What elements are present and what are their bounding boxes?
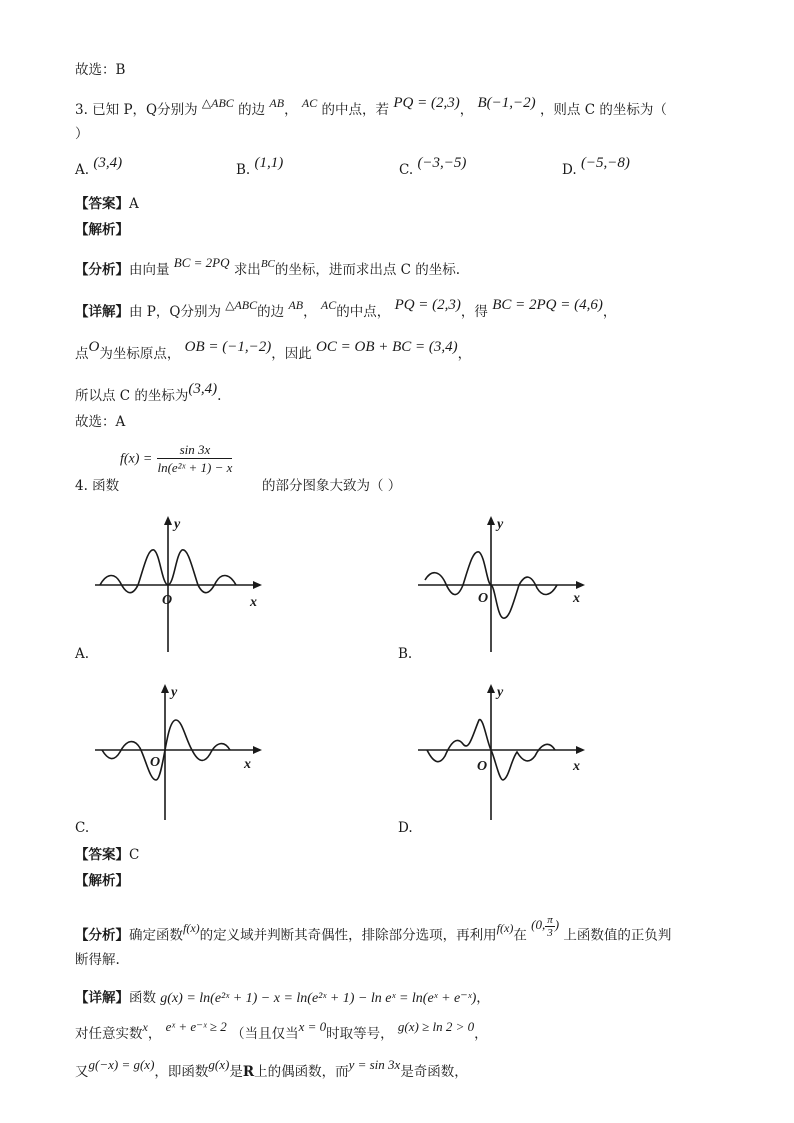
detail-text: ，	[147, 1026, 162, 1042]
detail-text: ，因此	[271, 346, 312, 362]
detail-text: 上的偶函数，而	[254, 1064, 349, 1080]
detail-text: ，	[602, 304, 617, 320]
detail-math: x	[142, 1020, 148, 1034]
option-value: (−3,−5)	[417, 155, 467, 171]
x-arrow	[576, 746, 585, 754]
detail-text: （当且仅当	[231, 1026, 299, 1042]
x-label: x	[250, 595, 257, 610]
fenxi-label: 【分析】	[75, 927, 129, 944]
graph-b-label: B.	[398, 646, 413, 662]
fenxi-text: 由向量	[129, 262, 170, 278]
option-value: (3,4)	[93, 155, 123, 171]
answer-label: 【答案】	[75, 196, 129, 212]
fenxi-math: BC	[260, 258, 275, 270]
graph-c-label: C.	[75, 820, 90, 836]
q4-xiangjie-line3	[75, 1057, 468, 1082]
q3-fenxi	[75, 255, 461, 281]
origin-label: O	[150, 755, 161, 770]
q4-stem-a: 4. 函数	[75, 478, 120, 494]
fenxi-text: 确定函数	[129, 927, 183, 944]
detail-text: ，	[457, 346, 472, 362]
fenxi-label: 【分析】	[75, 262, 129, 278]
option-letter: A.	[75, 162, 90, 178]
detail-math: AB	[288, 298, 304, 312]
x-label: x	[573, 759, 580, 774]
q3-triangle: △ABC	[201, 96, 234, 110]
detail-text: 所以点 C 的坐标为	[75, 388, 189, 404]
function-lhs: f(x) =	[120, 451, 153, 467]
q3-ab: AB	[269, 96, 285, 110]
q4-fenxi-line2: 断得解.	[75, 952, 120, 968]
answer-value: C	[129, 847, 140, 863]
q4-stem	[75, 476, 119, 496]
xiangjie-label: 【详解】	[75, 990, 129, 1006]
q4-stem-b: 的部分图象大致为（ ）	[262, 478, 402, 494]
q3-choice: 故选：A	[75, 414, 126, 430]
detail-math: g(−x) = g(x)	[88, 1057, 155, 1072]
graph-a	[92, 512, 272, 657]
fenxi-math: f(x)	[496, 921, 514, 936]
y-arrow	[487, 516, 495, 525]
fenxi-text: 求出	[233, 262, 261, 278]
x-label: x	[244, 757, 251, 772]
q4-xiangjie-line2	[75, 1019, 488, 1044]
detail-text: 的边	[257, 304, 285, 320]
detail-text: 由 P，Q分别为	[129, 304, 221, 320]
q3-option-d	[562, 155, 630, 179]
detail-math: AC	[320, 298, 337, 312]
q3-stem	[75, 95, 667, 120]
detail-math: OB = (−1,−2)	[184, 339, 272, 355]
y-label: y	[171, 685, 178, 700]
q4-analysis-label: 【解析】	[75, 873, 129, 889]
three: 3	[547, 927, 553, 939]
q3-comma1: ，	[284, 102, 298, 118]
detail-text: ，	[303, 304, 317, 320]
q4-function	[120, 442, 232, 477]
option-letter: C.	[399, 162, 414, 178]
option-value: (−5,−8)	[580, 155, 630, 171]
q3-stem-d: ，则点 C 的坐标为（	[539, 102, 667, 118]
origin-label: O	[162, 593, 173, 608]
detail-text: 函数	[129, 990, 156, 1006]
graph-d-label: D.	[398, 820, 413, 836]
detail-text: 是奇函数，	[400, 1064, 468, 1080]
option-letter: D.	[562, 162, 577, 178]
xiangjie-label: 【详解】	[75, 304, 129, 320]
origin-label: O	[478, 591, 489, 606]
fenxi-text: 上函数值的正负判	[563, 927, 672, 944]
detail-math: (3,4)	[188, 381, 218, 397]
option-value: (1,1)	[254, 155, 284, 171]
fenxi-math: f(x)	[183, 921, 200, 936]
detail-text: 的中点，	[336, 304, 391, 320]
fenxi-text: 在	[513, 927, 527, 944]
detail-math: y = sin 3x	[348, 1057, 401, 1072]
detail-math: eˣ + e⁻ˣ ≥ 2	[165, 1019, 227, 1034]
detail-text: 点	[75, 346, 89, 362]
y-arrow	[164, 516, 172, 525]
detail-text: 对任意实数	[75, 1026, 143, 1042]
fenxi-interval	[531, 914, 560, 939]
x-arrow	[253, 581, 262, 589]
q3-comma2: ，	[459, 102, 474, 118]
detail-math: OC = OB + BC = (3,4)	[316, 339, 458, 355]
q3-xiangjie-line2	[75, 339, 472, 364]
q4-answer	[75, 845, 139, 865]
answer-value: A	[129, 196, 139, 212]
answer-label: 【答案】	[75, 847, 129, 863]
detail-math: g(x) ≥ ln 2 > 0	[397, 1019, 475, 1034]
y-arrow	[487, 684, 495, 693]
option-letter: B.	[236, 162, 251, 178]
detail-text: .	[217, 388, 222, 404]
fraction-numerator: sin 3x	[157, 442, 232, 459]
detail-text: 为坐标原点，	[99, 346, 181, 362]
graph-d	[415, 680, 595, 825]
fenxi-text: 的坐标，进而求出点 C 的坐标.	[274, 262, 461, 278]
real-numbers-symbol: R	[242, 1064, 255, 1080]
q3-ac: AC	[301, 96, 318, 110]
detail-text: ，	[474, 1026, 488, 1042]
q3-analysis-label: 【解析】	[75, 222, 129, 238]
graph-a-label: A.	[75, 646, 90, 662]
interval-close: )	[554, 917, 560, 933]
q3-answer	[75, 194, 139, 214]
q3-stem-b: 的边	[238, 102, 266, 118]
q3-xiangjie-line1	[75, 297, 617, 322]
q3-option-b	[236, 155, 284, 179]
previous-choice: 故选：B	[75, 62, 126, 78]
detail-text: ，即函数	[154, 1064, 209, 1080]
fenxi-math: BC = 2PQ	[173, 255, 230, 270]
origin-label: O	[477, 759, 488, 774]
graph-c	[92, 680, 272, 825]
y-arrow	[161, 684, 169, 693]
y-label: y	[497, 517, 504, 532]
detail-math: g(x)	[208, 1057, 230, 1072]
fraction-denominator: ln(e²ˣ + 1) − x	[157, 460, 233, 475]
detail-text: 时取等号，	[326, 1026, 394, 1042]
detail-text: ，得	[460, 304, 488, 320]
q3-point-b: B(−1,−2)	[477, 95, 536, 111]
detail-text: 是	[229, 1064, 243, 1080]
x-arrow	[576, 581, 585, 589]
q3-stem-c: 的中点，若	[321, 102, 390, 118]
q3-stem-a: 3. 已知 P，Q分别为	[75, 102, 198, 118]
detail-math: g(x) = ln(e²ˣ + 1) − x = ln(e²ˣ + 1) − ln eˣ = ln(eˣ + e⁻ˣ)	[160, 991, 477, 1006]
y-label: y	[174, 517, 181, 532]
pi-over-three	[545, 914, 555, 939]
function-fraction	[157, 442, 232, 477]
detail-math: PQ = (2,3)	[394, 297, 461, 313]
q3-stem-close: ）	[75, 126, 89, 142]
q3-option-a	[75, 155, 123, 179]
fenxi-text: 的定义域并判断其奇偶性，排除部分选项，再利用	[199, 927, 497, 944]
detail-math: O	[88, 339, 100, 355]
x-label: x	[573, 591, 580, 606]
q4-fenxi-line1	[75, 914, 672, 949]
q3-xiangjie-line3	[75, 381, 222, 406]
detail-math: BC = 2PQ = (4,6)	[492, 297, 603, 313]
q3-option-c	[399, 155, 467, 179]
pi: π	[547, 914, 553, 926]
detail-math: △ABC	[225, 298, 258, 312]
detail-text: 又	[75, 1064, 89, 1080]
graph-b	[415, 512, 595, 657]
q3-pq-vector: PQ = (2,3)	[393, 95, 460, 111]
detail-math: x = 0	[298, 1019, 327, 1034]
interval-open: (0,	[531, 917, 546, 933]
x-arrow	[253, 746, 262, 754]
y-label: y	[497, 685, 504, 700]
q4-xiangjie-line1	[75, 988, 490, 1009]
detail-text: ，	[476, 990, 490, 1006]
